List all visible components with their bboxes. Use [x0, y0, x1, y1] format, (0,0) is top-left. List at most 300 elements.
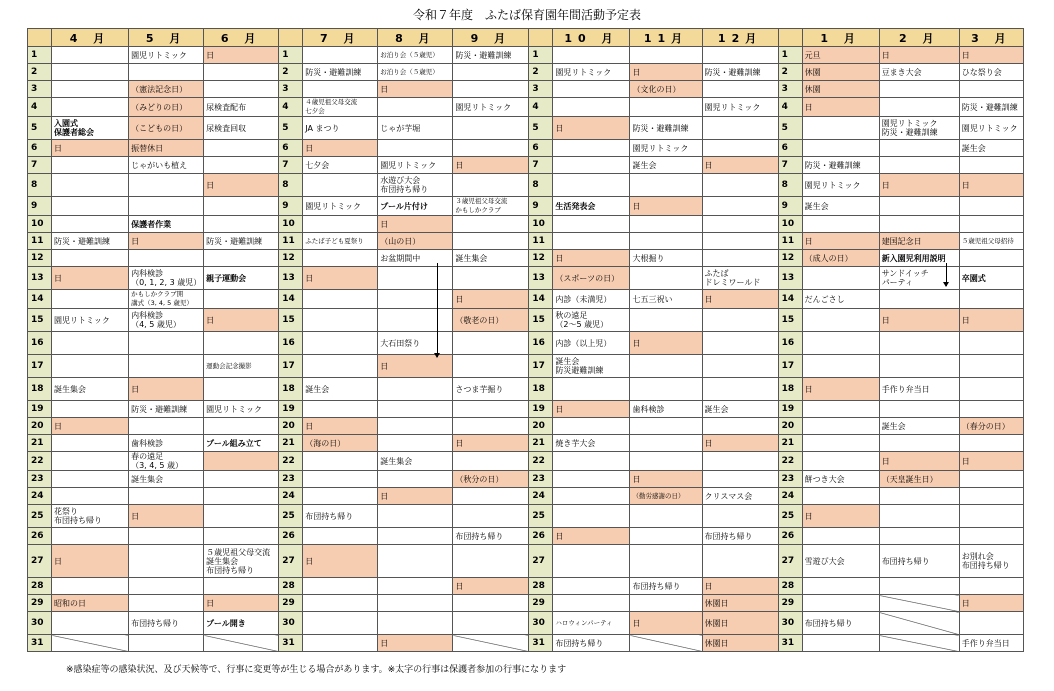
- day-number: 27: [778, 545, 802, 578]
- event-cell: [702, 47, 778, 64]
- event-cell: [453, 233, 529, 250]
- event-cell: [553, 216, 630, 233]
- day-number: 6: [529, 140, 553, 157]
- day-number: 21: [529, 435, 553, 452]
- event-cell: [802, 401, 879, 418]
- day-number: 11: [28, 233, 52, 250]
- event-cell: [959, 471, 1023, 488]
- event-cell: 布団持ち帰り: [802, 612, 879, 635]
- day-row: [28, 452, 1024, 471]
- day-number: 22: [778, 452, 802, 471]
- event-cell: [204, 528, 279, 545]
- day-row: [28, 81, 1024, 98]
- month-header: 6 月: [204, 29, 279, 47]
- event-cell: （スポーツの日）: [553, 267, 630, 290]
- day-number: 3: [529, 81, 553, 98]
- event-cell: 休園日: [702, 635, 778, 652]
- event-cell: [959, 505, 1023, 528]
- event-cell: [453, 332, 529, 355]
- event-cell: [453, 64, 529, 81]
- event-cell: 防災・避難訓練: [453, 47, 529, 64]
- day-number: 6: [28, 140, 52, 157]
- day-number: 17: [529, 355, 553, 378]
- day-row: [28, 378, 1024, 401]
- event-cell: 誕生集会: [453, 250, 529, 267]
- event-cell: [129, 332, 204, 355]
- event-cell: 尿検査回収: [204, 117, 279, 140]
- event-cell: 日: [702, 157, 778, 174]
- event-cell: [453, 545, 529, 578]
- event-cell: [52, 64, 129, 81]
- event-cell: [204, 505, 279, 528]
- event-cell: [453, 174, 529, 197]
- day-number: 24: [778, 488, 802, 505]
- day-number: 11: [529, 233, 553, 250]
- day-row: [28, 98, 1024, 117]
- day-row: [28, 612, 1024, 635]
- event-cell: [553, 378, 630, 401]
- event-cell: [204, 216, 279, 233]
- event-cell: [52, 488, 129, 505]
- event-cell: 秋の遠足 （2～5 歳児）: [553, 309, 630, 332]
- day-number: 30: [28, 612, 52, 635]
- event-cell: 誕生集会: [129, 471, 204, 488]
- event-cell: [879, 488, 959, 505]
- event-cell: [802, 309, 879, 332]
- day-row: [28, 332, 1024, 355]
- event-cell: 防災・避難訓練: [702, 64, 778, 81]
- event-cell: [129, 488, 204, 505]
- period-arrow-february: [946, 263, 947, 286]
- event-cell: [453, 505, 529, 528]
- event-cell: 布団持ち帰り: [453, 528, 529, 545]
- month-header: 2 月: [879, 29, 959, 47]
- event-cell: 園児リトミック: [630, 140, 702, 157]
- event-cell: [378, 471, 453, 488]
- event-cell: 園児リトミック 防災・避難訓練: [879, 117, 959, 140]
- event-cell: [553, 452, 630, 471]
- event-cell: サンドイッチ パーティ: [879, 267, 959, 290]
- event-cell: 日: [702, 578, 778, 595]
- day-number: 28: [529, 578, 553, 595]
- day-number: 10: [529, 216, 553, 233]
- event-cell: 日: [303, 267, 378, 290]
- day-number: 8: [279, 174, 303, 197]
- event-cell: 誕生集会: [52, 378, 129, 401]
- event-cell: ハロウィンパーティ: [553, 612, 630, 635]
- event-cell: [553, 47, 630, 64]
- day-number: 16: [28, 332, 52, 355]
- day-number: 26: [529, 528, 553, 545]
- day-number: 1: [529, 47, 553, 64]
- event-cell: （みどりの日）: [129, 98, 204, 117]
- event-cell: ４歳児祖父母交流 七夕会: [303, 98, 378, 117]
- event-cell: [630, 452, 702, 471]
- event-cell: 内診（未満児）: [553, 290, 630, 309]
- event-cell: 日: [378, 355, 453, 378]
- event-cell: 花祭り 布団持ち帰り: [52, 505, 129, 528]
- event-cell: [129, 418, 204, 435]
- event-cell: [204, 578, 279, 595]
- event-cell: [630, 595, 702, 612]
- event-cell: 休園日: [702, 595, 778, 612]
- day-number: 10: [28, 216, 52, 233]
- event-cell: [129, 545, 204, 578]
- event-cell: （成人の日）: [802, 250, 879, 267]
- event-cell: [378, 378, 453, 401]
- month-header: 1 月: [802, 29, 879, 47]
- event-cell: 日: [959, 47, 1023, 64]
- event-cell: [802, 117, 879, 140]
- day-number: 12: [279, 250, 303, 267]
- event-cell: [204, 471, 279, 488]
- day-number: 7: [778, 157, 802, 174]
- event-cell: [553, 174, 630, 197]
- event-cell: 建国記念日: [879, 233, 959, 250]
- month-header: 4 月: [52, 29, 129, 47]
- day-row: [28, 216, 1024, 233]
- event-cell: [52, 435, 129, 452]
- event-cell: 日: [129, 233, 204, 250]
- event-cell: [52, 47, 129, 64]
- event-cell: [378, 545, 453, 578]
- day-number: 4: [279, 98, 303, 117]
- day-number: 19: [279, 401, 303, 418]
- event-cell: 元旦: [802, 47, 879, 64]
- event-cell: [553, 98, 630, 117]
- day-number: 7: [529, 157, 553, 174]
- event-cell: 布団持ち帰り: [303, 505, 378, 528]
- event-cell: じゃが芋堀: [378, 117, 453, 140]
- event-cell: 日: [553, 250, 630, 267]
- event-cell: ５歳児祖父母交流 誕生集会 布団持ち帰り: [204, 545, 279, 578]
- day-row: [28, 290, 1024, 309]
- event-cell: （春分の日）: [959, 418, 1023, 435]
- event-cell: 日: [453, 290, 529, 309]
- event-cell: 日: [630, 471, 702, 488]
- event-cell: じゃがいも植え: [129, 157, 204, 174]
- event-cell: 日: [204, 174, 279, 197]
- event-cell: 園児リトミック: [303, 197, 378, 216]
- day-number: 30: [529, 612, 553, 635]
- event-cell: [802, 595, 879, 612]
- day-number: 18: [778, 378, 802, 401]
- event-cell: 日: [802, 505, 879, 528]
- day-number: 24: [529, 488, 553, 505]
- event-cell: [52, 612, 129, 635]
- day-number: 11: [279, 233, 303, 250]
- day-number: 25: [279, 505, 303, 528]
- day-row: [28, 64, 1024, 81]
- event-cell: （こどもの日）: [129, 117, 204, 140]
- event-cell: 日: [52, 418, 129, 435]
- event-cell: [630, 435, 702, 452]
- event-cell: [553, 545, 630, 578]
- event-cell: 内科検診 （0, 1, 2, 3 歳児）: [129, 267, 204, 290]
- event-cell: 保護者作業: [129, 216, 204, 233]
- day-number: 13: [529, 267, 553, 290]
- day-row: [28, 471, 1024, 488]
- event-cell: [702, 233, 778, 250]
- month-header: 3 月: [959, 29, 1023, 47]
- event-cell: （勤労感謝の日）: [630, 488, 702, 505]
- day-number: 12: [778, 250, 802, 267]
- day-row: [28, 635, 1024, 652]
- event-cell: プール開き: [204, 612, 279, 635]
- day-number: 23: [28, 471, 52, 488]
- event-cell: 内診（以上児）: [553, 332, 630, 355]
- day-row: [28, 267, 1024, 290]
- day-row: [28, 47, 1024, 64]
- event-cell: 休園: [802, 64, 879, 81]
- event-cell: 園児リトミック: [378, 157, 453, 174]
- event-cell: 日: [453, 578, 529, 595]
- event-cell: 布団持ち帰り: [879, 545, 959, 578]
- event-cell: 日: [959, 595, 1023, 612]
- nonexistent-day-cell: [52, 635, 129, 652]
- event-cell: 園児リトミック: [702, 98, 778, 117]
- event-cell: [129, 595, 204, 612]
- event-cell: 日: [204, 595, 279, 612]
- event-cell: 日: [630, 64, 702, 81]
- event-cell: 防災・避難訓練: [303, 64, 378, 81]
- day-number: 22: [529, 452, 553, 471]
- day-number: 29: [529, 595, 553, 612]
- event-cell: 日: [630, 332, 702, 355]
- day-number: 31: [279, 635, 303, 652]
- day-number: 29: [28, 595, 52, 612]
- event-cell: [453, 418, 529, 435]
- period-arrow-august: [437, 263, 438, 357]
- day-number: 21: [28, 435, 52, 452]
- event-cell: [879, 528, 959, 545]
- day-number: 22: [28, 452, 52, 471]
- event-cell: [378, 309, 453, 332]
- event-cell: [378, 140, 453, 157]
- event-cell: 手作り弁当日: [879, 378, 959, 401]
- day-number: 13: [279, 267, 303, 290]
- event-cell: 手作り弁当日: [959, 635, 1023, 652]
- event-cell: （天皇誕生日）: [879, 471, 959, 488]
- day-number: 2: [778, 64, 802, 81]
- event-cell: [553, 157, 630, 174]
- day-row: [28, 505, 1024, 528]
- day-number: 10: [778, 216, 802, 233]
- event-cell: [553, 233, 630, 250]
- event-cell: [802, 267, 879, 290]
- day-number: 31: [28, 635, 52, 652]
- day-row: [28, 545, 1024, 578]
- event-cell: [702, 471, 778, 488]
- event-cell: 日: [802, 233, 879, 250]
- day-number: 9: [28, 197, 52, 216]
- event-cell: [453, 140, 529, 157]
- day-number: 12: [28, 250, 52, 267]
- event-cell: [129, 197, 204, 216]
- day-number: 23: [778, 471, 802, 488]
- event-cell: 日: [802, 98, 879, 117]
- event-cell: クリスマス会: [702, 488, 778, 505]
- event-cell: [802, 488, 879, 505]
- day-number: 11: [778, 233, 802, 250]
- event-cell: [553, 418, 630, 435]
- day-number: 20: [778, 418, 802, 435]
- event-cell: [630, 545, 702, 578]
- event-cell: [52, 250, 129, 267]
- event-cell: [52, 332, 129, 355]
- event-cell: [802, 578, 879, 595]
- event-cell: 日: [879, 309, 959, 332]
- event-cell: [303, 401, 378, 418]
- event-cell: [959, 81, 1023, 98]
- schedule-body: [28, 47, 1024, 652]
- day-number: 7: [28, 157, 52, 174]
- day-number: 3: [778, 81, 802, 98]
- event-cell: [802, 332, 879, 355]
- event-cell: 日: [553, 401, 630, 418]
- event-cell: [879, 290, 959, 309]
- event-cell: 日: [52, 140, 129, 157]
- event-cell: [879, 355, 959, 378]
- event-cell: （文化の日）: [630, 81, 702, 98]
- event-cell: [303, 471, 378, 488]
- event-cell: 春の遠足 （3, 4, 5 歳）: [129, 452, 204, 471]
- event-cell: 日: [879, 452, 959, 471]
- event-cell: 園児リトミック: [204, 401, 279, 418]
- day-number: 15: [279, 309, 303, 332]
- event-cell: 日: [378, 488, 453, 505]
- event-cell: [303, 488, 378, 505]
- event-cell: [879, 81, 959, 98]
- event-cell: [378, 98, 453, 117]
- event-cell: [702, 355, 778, 378]
- day-number: 22: [279, 452, 303, 471]
- event-cell: 日: [204, 47, 279, 64]
- event-cell: 尿検査配布: [204, 98, 279, 117]
- event-cell: [303, 452, 378, 471]
- event-cell: 日: [630, 197, 702, 216]
- event-cell: [303, 174, 378, 197]
- event-cell: [702, 378, 778, 401]
- day-row: [28, 140, 1024, 157]
- day-number: 5: [529, 117, 553, 140]
- event-cell: [303, 612, 378, 635]
- event-cell: [303, 355, 378, 378]
- day-number: 24: [279, 488, 303, 505]
- event-cell: 日: [630, 612, 702, 635]
- event-cell: 親子運動会: [204, 267, 279, 290]
- event-cell: 内科検診 （4, 5 歳児）: [129, 309, 204, 332]
- event-cell: [453, 612, 529, 635]
- event-cell: [204, 250, 279, 267]
- event-cell: 日: [303, 418, 378, 435]
- day-row: [28, 157, 1024, 174]
- event-cell: [879, 157, 959, 174]
- event-cell: [204, 290, 279, 309]
- day-number: 23: [279, 471, 303, 488]
- day-row: [28, 117, 1024, 140]
- event-cell: 焼き芋大会: [553, 435, 630, 452]
- event-cell: 日: [702, 435, 778, 452]
- event-cell: 誕生会: [702, 401, 778, 418]
- event-cell: [303, 290, 378, 309]
- event-cell: （山の日）: [378, 233, 453, 250]
- event-cell: [879, 435, 959, 452]
- event-cell: お泊り会（５歳児）: [378, 64, 453, 81]
- month-header: 8 月: [378, 29, 453, 47]
- event-cell: （憲法記念日）: [129, 81, 204, 98]
- event-cell: [453, 355, 529, 378]
- event-cell: 雪遊び大会: [802, 545, 879, 578]
- day-row: [28, 578, 1024, 595]
- event-cell: さつま芋掘り: [453, 378, 529, 401]
- page-title: 令和７年度 ふたば保育園年間活動予定表: [412, 8, 641, 22]
- month-header: 11月: [630, 29, 702, 47]
- day-number: 9: [279, 197, 303, 216]
- event-cell: お別れ会 布団持ち帰り: [959, 545, 1023, 578]
- day-number: 18: [28, 378, 52, 401]
- event-cell: [129, 528, 204, 545]
- event-cell: [802, 452, 879, 471]
- event-cell: 園児リトミック: [553, 64, 630, 81]
- day-row: [28, 418, 1024, 435]
- event-cell: [553, 488, 630, 505]
- event-cell: [802, 355, 879, 378]
- event-cell: 日: [959, 174, 1023, 197]
- event-cell: [52, 216, 129, 233]
- day-number: 3: [279, 81, 303, 98]
- event-cell: [959, 197, 1023, 216]
- day-number: 28: [28, 578, 52, 595]
- event-cell: [453, 267, 529, 290]
- event-cell: [204, 452, 279, 471]
- day-number: 16: [529, 332, 553, 355]
- day-number: 2: [28, 64, 52, 81]
- event-cell: [453, 216, 529, 233]
- event-cell: [204, 140, 279, 157]
- month-header: 7 月: [303, 29, 378, 47]
- event-cell: 園児リトミック: [52, 309, 129, 332]
- day-number: 2: [279, 64, 303, 81]
- nonexistent-day-cell: [453, 635, 529, 652]
- event-cell: [129, 174, 204, 197]
- event-cell: [959, 250, 1023, 267]
- event-cell: [204, 378, 279, 401]
- event-cell: [378, 418, 453, 435]
- day-row: [28, 309, 1024, 332]
- day-number: 1: [279, 47, 303, 64]
- event-cell: 防災・避難訓練: [129, 401, 204, 418]
- event-cell: [802, 140, 879, 157]
- event-cell: 日: [553, 528, 630, 545]
- event-cell: [303, 47, 378, 64]
- day-number: 9: [529, 197, 553, 216]
- event-cell: 誕生会: [303, 378, 378, 401]
- day-number: 5: [28, 117, 52, 140]
- event-cell: プール組み立て: [204, 435, 279, 452]
- nonexistent-day-cell: [879, 635, 959, 652]
- event-cell: だんごさし: [802, 290, 879, 309]
- day-number: 26: [279, 528, 303, 545]
- event-cell: [959, 612, 1023, 635]
- event-cell: [802, 216, 879, 233]
- event-cell: [303, 81, 378, 98]
- event-cell: 日: [802, 378, 879, 401]
- event-cell: [630, 355, 702, 378]
- event-cell: 園児リトミック: [129, 47, 204, 64]
- event-cell: [52, 528, 129, 545]
- event-cell: [303, 216, 378, 233]
